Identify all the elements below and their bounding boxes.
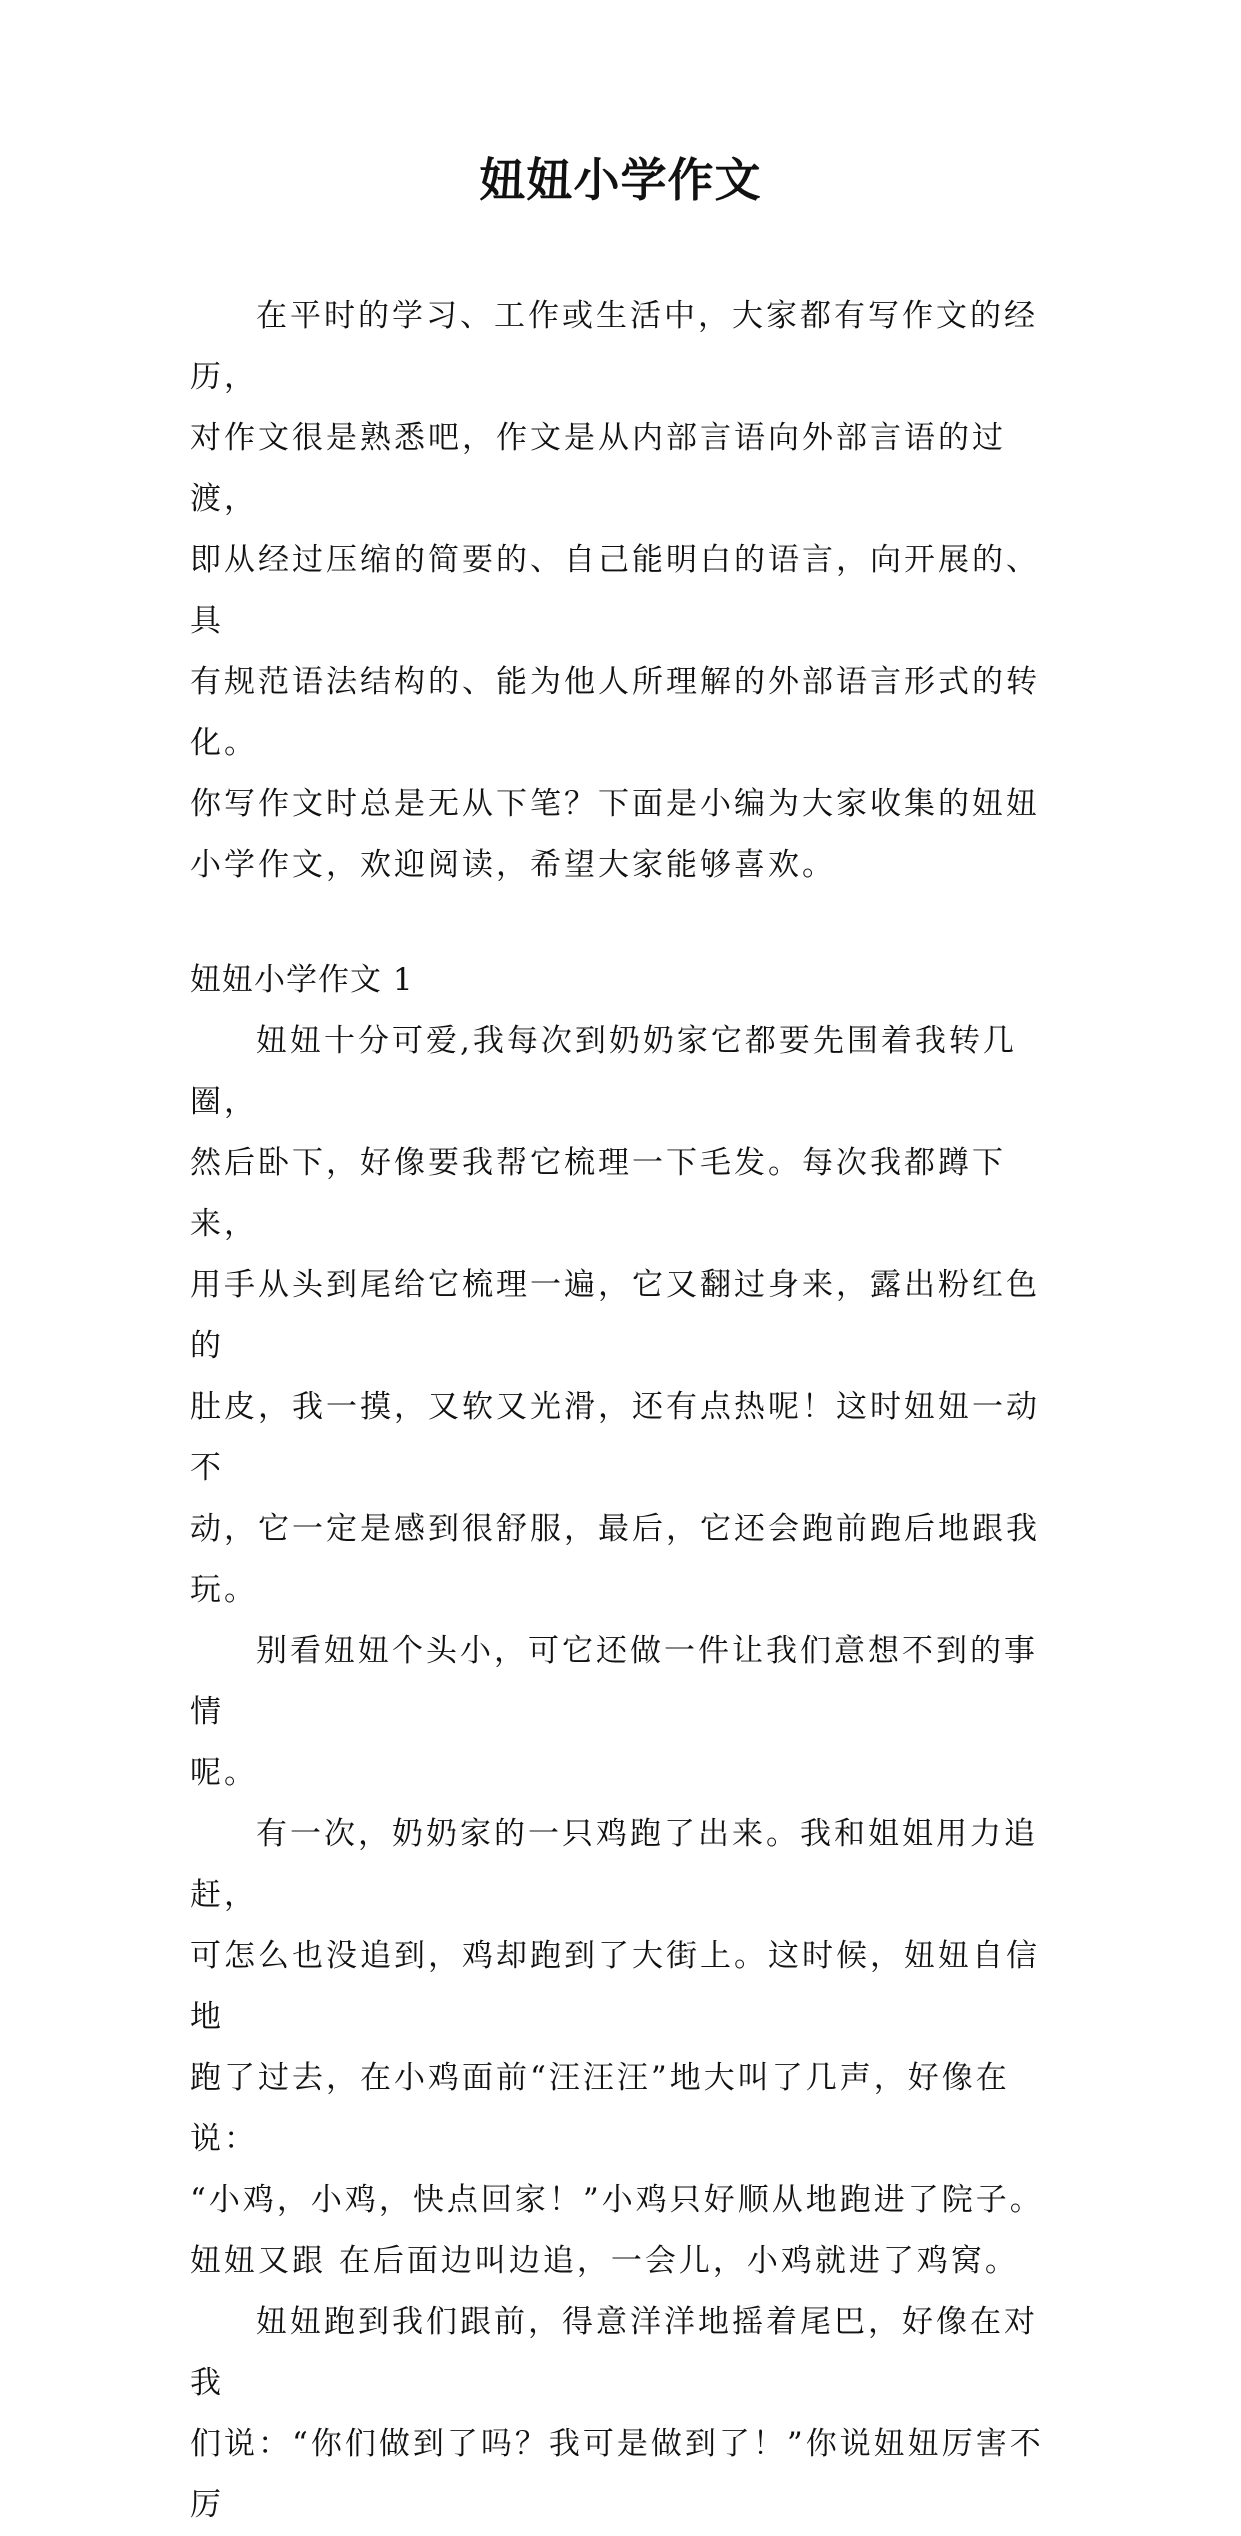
intro-paragraph: 在平时的学习、工作或生活中，大家都有写作文的经历， 对作文很是熟悉吧，作文是从内部言语向外部言语的过渡， 即从经过压缩的简要的、自己能明白的语言，向开展的、具 有规范语法结构的、能为他人所理解的外部语言形式的转化。 你写作文时总是无从下笔？下面是小编为大家收集的妞妞 小学作文，欢迎阅读，希望大家能够喜欢。 bbox=[190, 298, 1040, 883]
body-paragraph: 有一次，奶奶家的一只鸡跑了出来。我和姐姐用力追赶， 可怎么也没追到，鸡却跑到了大街上。这时候，妞妞自信地 跑了过去，在小鸡面前“汪汪汪”地大叫了几声，好像在说： “小鸡，小鸡，快点回家！”小鸡只好顺从地跑进了院子。 妞妞又跟 在后面边叫边追，一会儿，小鸡就进了鸡窝。 bbox=[190, 1816, 1044, 2279]
document-title: 妞妞小学作文 bbox=[479, 153, 762, 207]
section-heading: 妞妞小学作文 1 bbox=[190, 962, 414, 998]
body-paragraph: 妞妞跑到我们跟前，得意洋洋地摇着尾巴，好像在对我 们说：“你们做到了吗？我可是做到了！”你说妞妞厉害不厉 bbox=[190, 2304, 1044, 2523]
document-body bbox=[190, 286, 1070, 2536]
body-paragraph: 别看妞妞个头小，可它还做一件让我们意想不到的事情 呢。 bbox=[190, 1633, 1038, 1791]
body-paragraph: 妞妞十分可爱,我每次到奶奶家它都要先围着我转几圈， 然后卧下，好像要我帮它梳理一下毛发。每次我都蹲下来， 用手从头到尾给它梳理一遍，它又翻过身来，露出粉红色的 肚皮，我一摸，又软又光滑，还有点热呢！这时妞妞一动不 动，它一定是感到很舒服，最后，它还会跑前跑后地跟我玩。 bbox=[190, 1023, 1040, 1608]
